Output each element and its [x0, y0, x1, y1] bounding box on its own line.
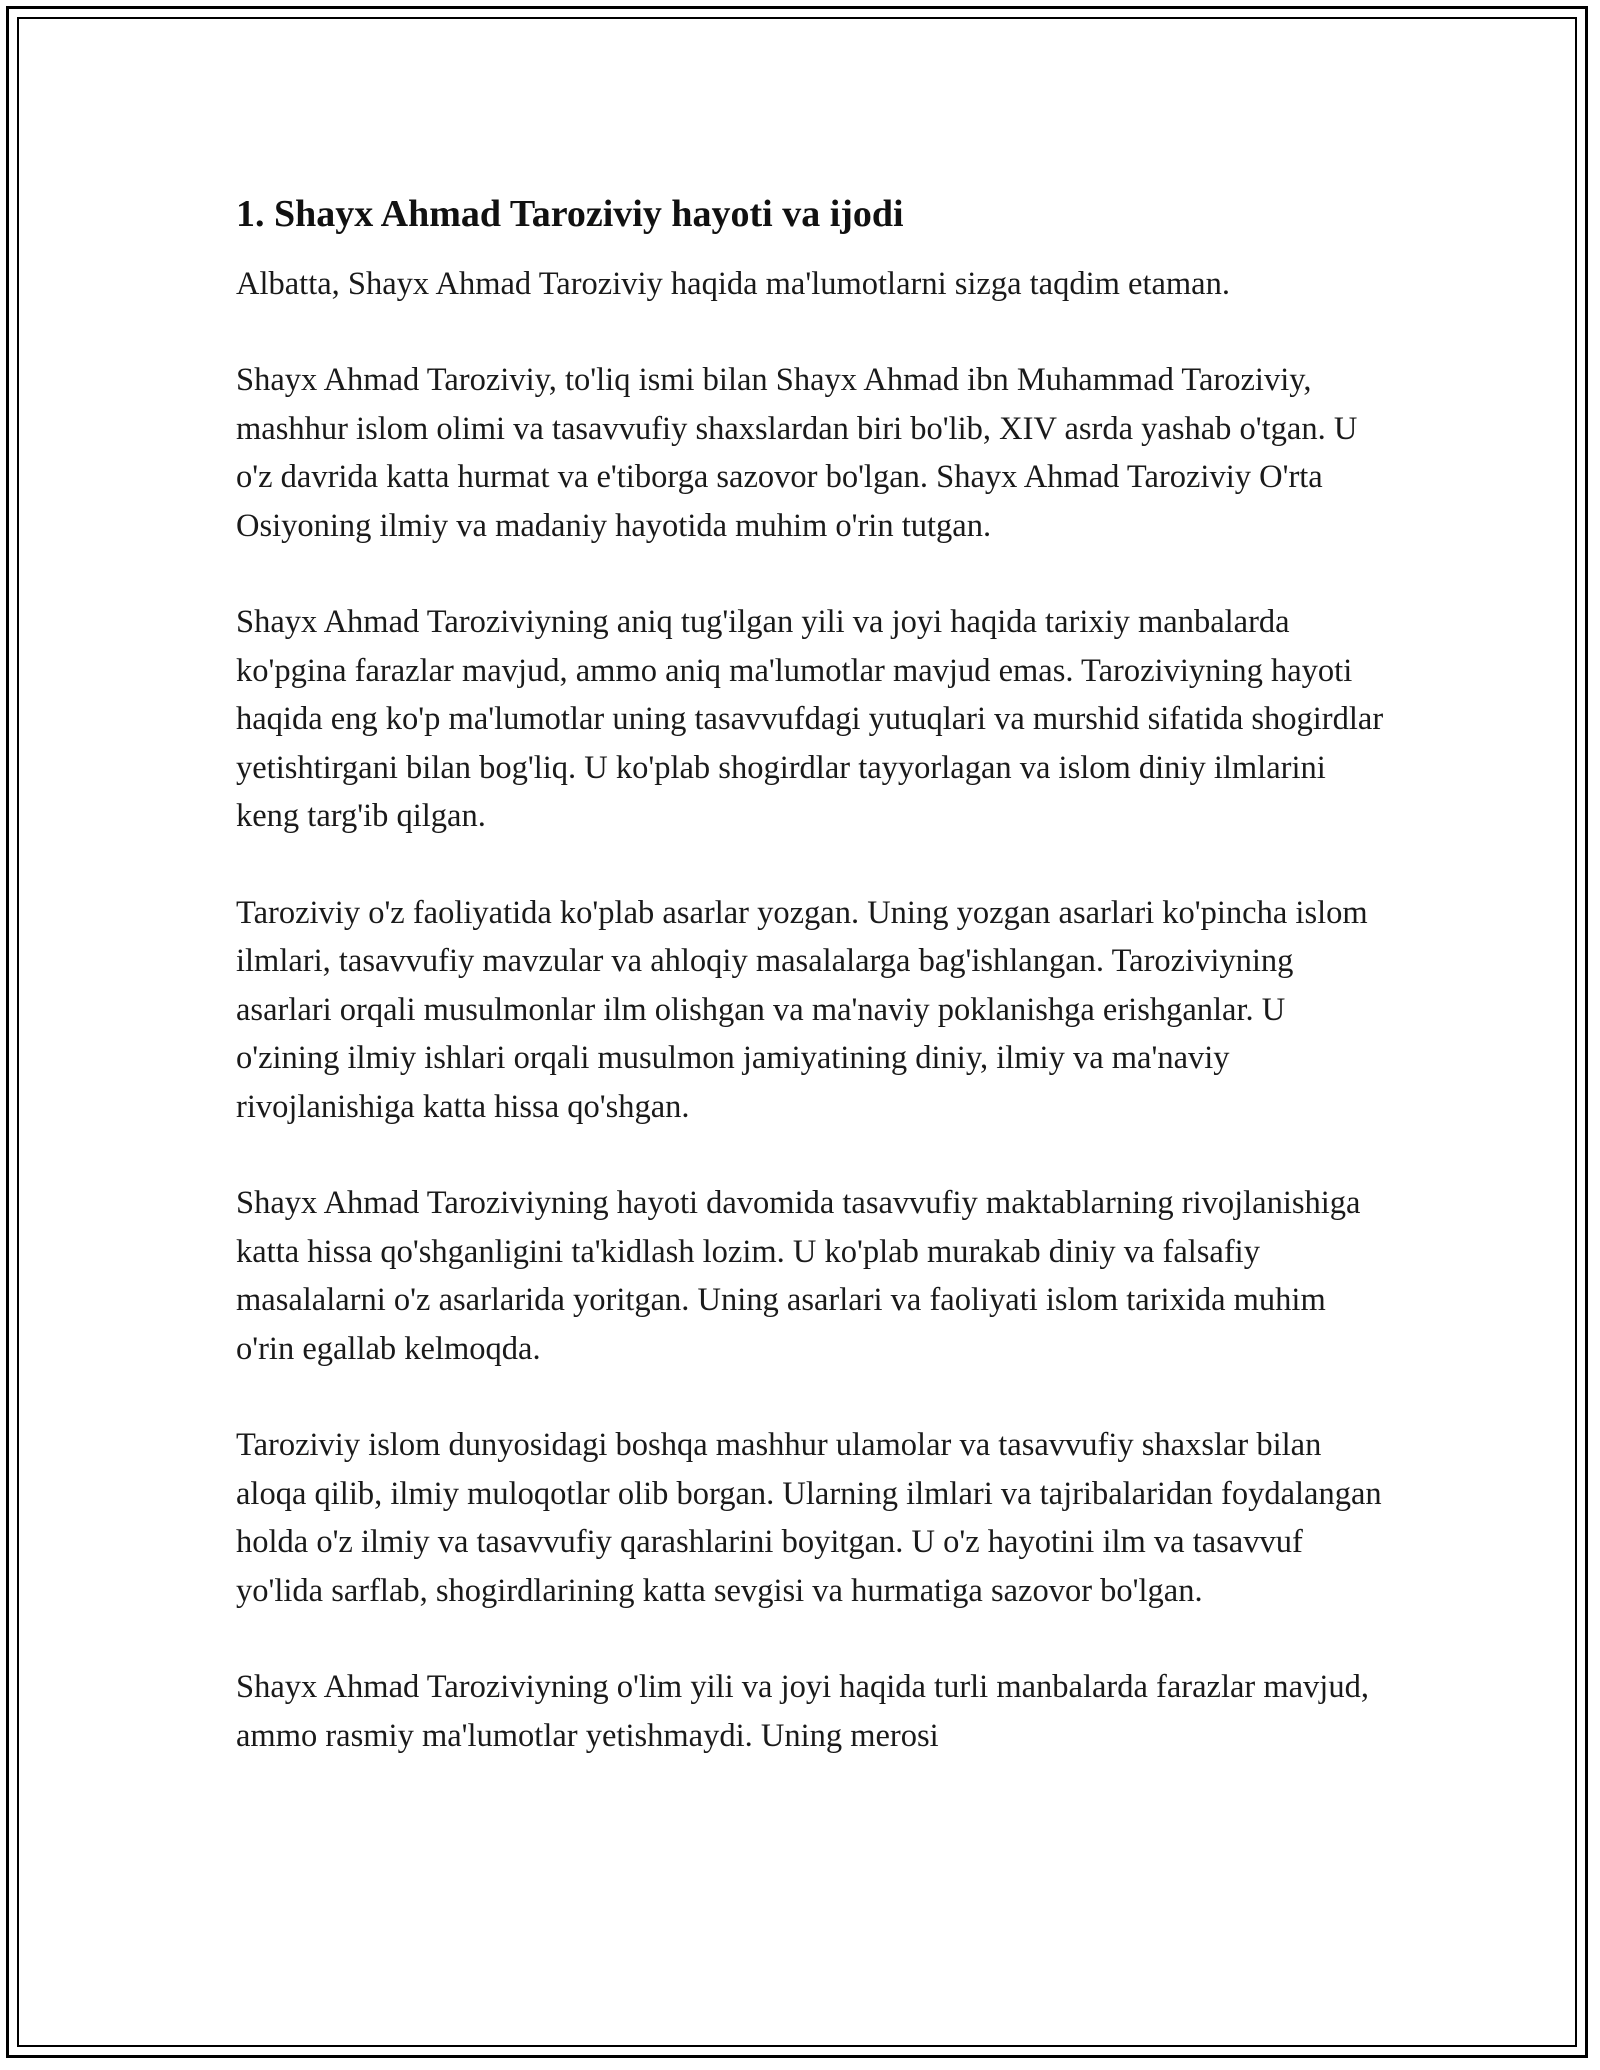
paragraph-6: Shayx Ahmad Taroziviyning o'lim yili va joyi haqida turli manbalarda farazlar mavjud, ammo rasmiy ma'lumotlar yetishmaydi. Uning merosi — [236, 1669, 1369, 1754]
page-title: 1. Shayx Ahmad Taroziviy hayoti va ijodi — [236, 193, 904, 235]
document-body — [236, 186, 1386, 1808]
paragraph-2: Shayx Ahmad Taroziviyning aniq tug'ilgan yili va joyi haqida tarixiy manbalarda ko'pgina farazlar mavjud, ammo aniq ma'lumotlar mavjud emas. Taroziviyning hayoti haqida eng ko'p ma'lumotlar uning tasavvufdagi yutuqlari va murshid sifatida shogirdlar yetishtirgani bilan bog'liq. U ko'plab shogirdlar tayyorlagan va islom diniy ilmlarini keng targ'ib qilgan. — [236, 604, 1384, 834]
paragraph-5: Taroziviy islom dunyosidagi boshqa mashhur ulamolar va tasavvufiy shaxslar bilan aloqa qilib, ilmiy muloqotlar olib borgan. Ularning ilmlari va tajribalaridan foydalangan holda o'z ilmiy va tasavvufiy qarashlarini boyitgan. U o'z hayotini ilm va tasavvuf yo'lida sarflab, shogirdlarining katta sevgisi va hurmatiga sazovor bo'lgan. — [236, 1427, 1382, 1609]
paragraph-3: Taroziviy o'z faoliyatida ko'plab asarlar yozgan. Uning yozgan asarlari ko'pincha islom ilmlari, tasavvufiy mavzular va ahloqiy masalalarga bag'ishlangan. Taroziviyning asarlari orqali musulmonlar ilm olishgan va ma'naviy poklanishga erishganlar. U o'zining ilmiy ishlari orqali musulmon jamiyatining diniy, ilmiy va ma'naviy rivojlanishiga katta hissa qo'shgan. — [236, 894, 1368, 1125]
intro-paragraph: Albatta, Shayx Ahmad Taroziviy haqida ma'lumotlarni sizga taqdim etaman. — [236, 266, 1230, 302]
paragraph-4: Shayx Ahmad Taroziviyning hayoti davomida tasavvufiy maktablarning rivojlanishiga katta hissa qo'shganligini ta'kidlash lozim. U ko'plab murakab diniy va falsafiy masalalarni o'z asarlarida yoritgan. Uning asarlari va faoliyati islom tarixida muhim o'rin egallab kelmoqda. — [236, 1185, 1361, 1367]
paragraph-1: Shayx Ahmad Taroziviy, to'liq ismi bilan Shayx Ahmad ibn Muhammad Taroziviy, mashhur islom olimi va tasavvufiy shaxslardan biri bo'lib, XIV asrda yashab o'tgan. U o'z davrida katta hurmat va e'tiborga sazovor bo'lgan. Shayx Ahmad Taroziviy O'rta Osiyoning ilmiy va madaniy hayotida muhim o'rin tutgan. — [236, 362, 1358, 544]
